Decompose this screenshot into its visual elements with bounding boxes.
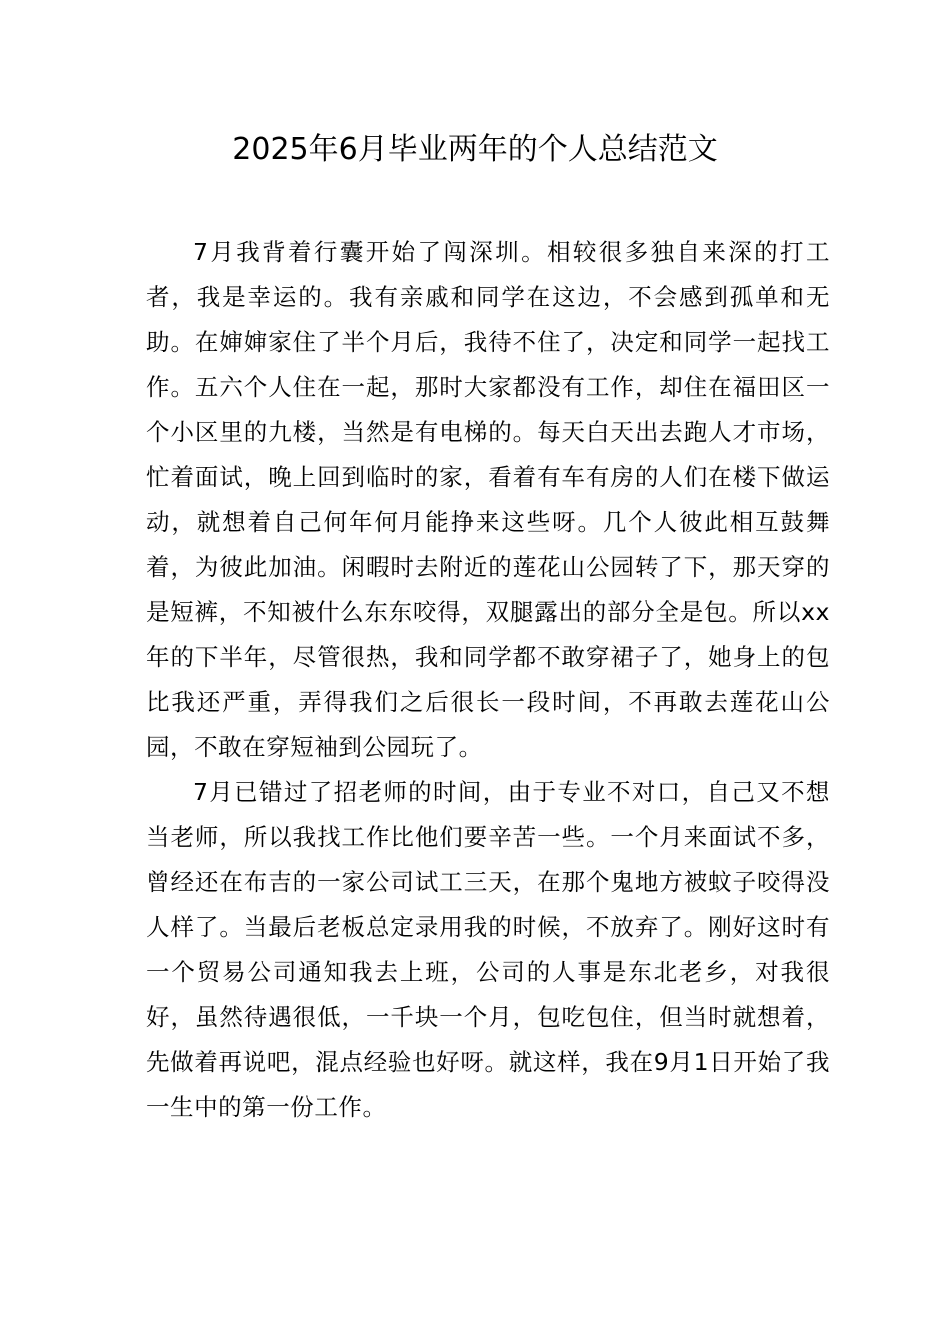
body-paragraph-2: 7月已错过了招老师的时间，由于专业不对口，自己又不想当老师，所以我找工作比他们要辛苦一些。一个月来面试不多，曾经还在布吉的一家公司试工三天，在那个鬼地方被蚊子咬得没人样了。当最后老板总定录用我的时候，不放弃了。刚好这时有一个贸易公司通知我去上班，公司的人事是东北老乡，对我很好，虽然待遇很低，一千块一个月，包吃包住，但当时就想着，先做着再说吧，混点经验也好呀。就这样，我在9月1日开始了我一生中的第一份工作。: [146, 778, 830, 1121]
document-body: [146, 230, 830, 1130]
body-paragraph-1: 7月我背着行囊开始了闯深圳。相较很多独自来深的打工者，我是幸运的。我有亲戚和同学在这边，不会感到孤单和无助。在婶婶家住了半个月后，我待不住了，决定和同学一起找工作。五六个人住在一起，那时大家都没有工作，却住在福田区一个小区里的九楼，当然是有电梯的。每天白天出去跑人才市场，忙着面试，晚上回到临时的家，看着有车有房的人们在楼下做运动，就想着自己何年何月能挣来这些呀。几个人彼此相互鼓舞着，为彼此加油。闲暇时去附近的莲花山公园转了下，那天穿的是短裤，不知被什么东东咬得，双腿露出的部分全是包。所以xx年的下半年，尽管很热，我和同学都不敢穿裙子了，她身上的包比我还严重，弄得我们之后很长一段时间，不再敢去莲花山公园，不敢在穿短袖到公园玩了。: [146, 238, 830, 761]
document-title: 2025年6月毕业两年的个人总结范文: [232, 132, 718, 167]
